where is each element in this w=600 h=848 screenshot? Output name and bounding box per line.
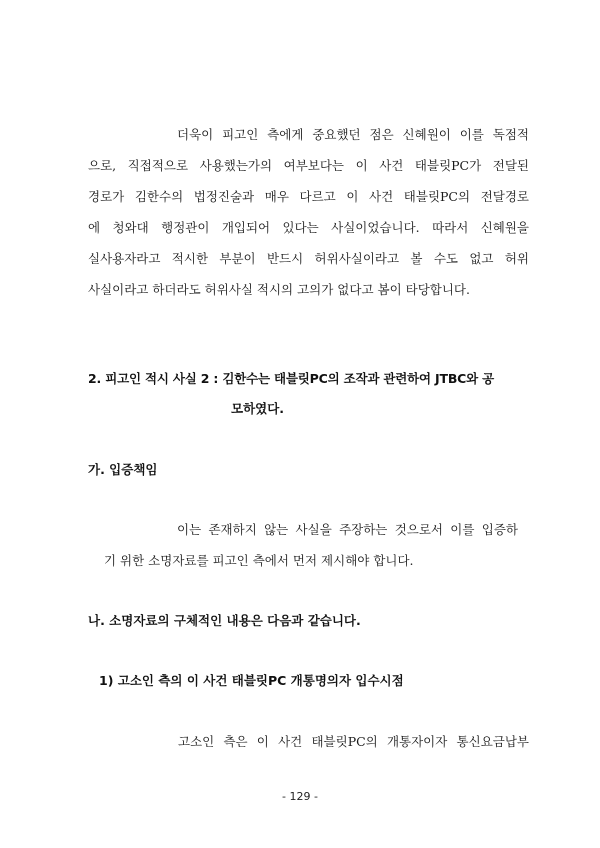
paragraph1-line-3: 경로가 김한수의 법정진술과 매우 다르고 이 사건 태블릿PC의 전달경로 [88, 189, 529, 204]
paragraph1-line-1: 더욱이 피고인 측에게 중요했던 점은 신혜원이 이를 독점적 [177, 127, 529, 142]
section2-title-line-1: 2. 피고인 적시 사실 2 : 김한수는 태블릿PC의 조작과 관련하여 JTBC와 공 [88, 371, 495, 386]
paragraph1-line-5: 실사용자라고 적시한 부분이 반드시 허위사실이라고 볼 수도 없고 허위 [88, 251, 529, 266]
subsection-ga-title: 가. 입증책임 [88, 462, 158, 477]
paragraph1-line-4: 에 청와대 행정관이 개입되어 있다는 사실이었습니다. 따라서 신혜원을 [88, 220, 529, 235]
page-number: - 129 - [282, 790, 318, 803]
subsection-na-title: 나. 소명자료의 구체적인 내용은 다음과 같습니다. [88, 613, 361, 628]
subsection-1-title: 1) 고소인 측의 이 사건 태블릿PC 개통명의자 입수시점 [99, 673, 404, 688]
paragraph3-line-1: 고소인 측은 이 사건 태블릿PC의 개통자이자 통신요금납부 [178, 734, 529, 749]
section2-title-line-2: 모하였다. [231, 401, 285, 416]
paragraph1-line-6: 사실이라고 하더라도 허위사실 적시의 고의가 없다고 봄이 타당합니다. [88, 282, 470, 297]
paragraph2-line-2: 기 위한 소명자료를 피고인 측에서 먼저 제시해야 합니다. [104, 553, 414, 568]
paragraph2-line-1: 이는 존재하지 않는 사실을 주장하는 것으로서 이를 입증하 [177, 522, 518, 537]
paragraph1-line-2: 으로, 직접적으로 사용했는가의 여부보다는 이 사건 태블릿PC가 전달된 [88, 158, 529, 173]
